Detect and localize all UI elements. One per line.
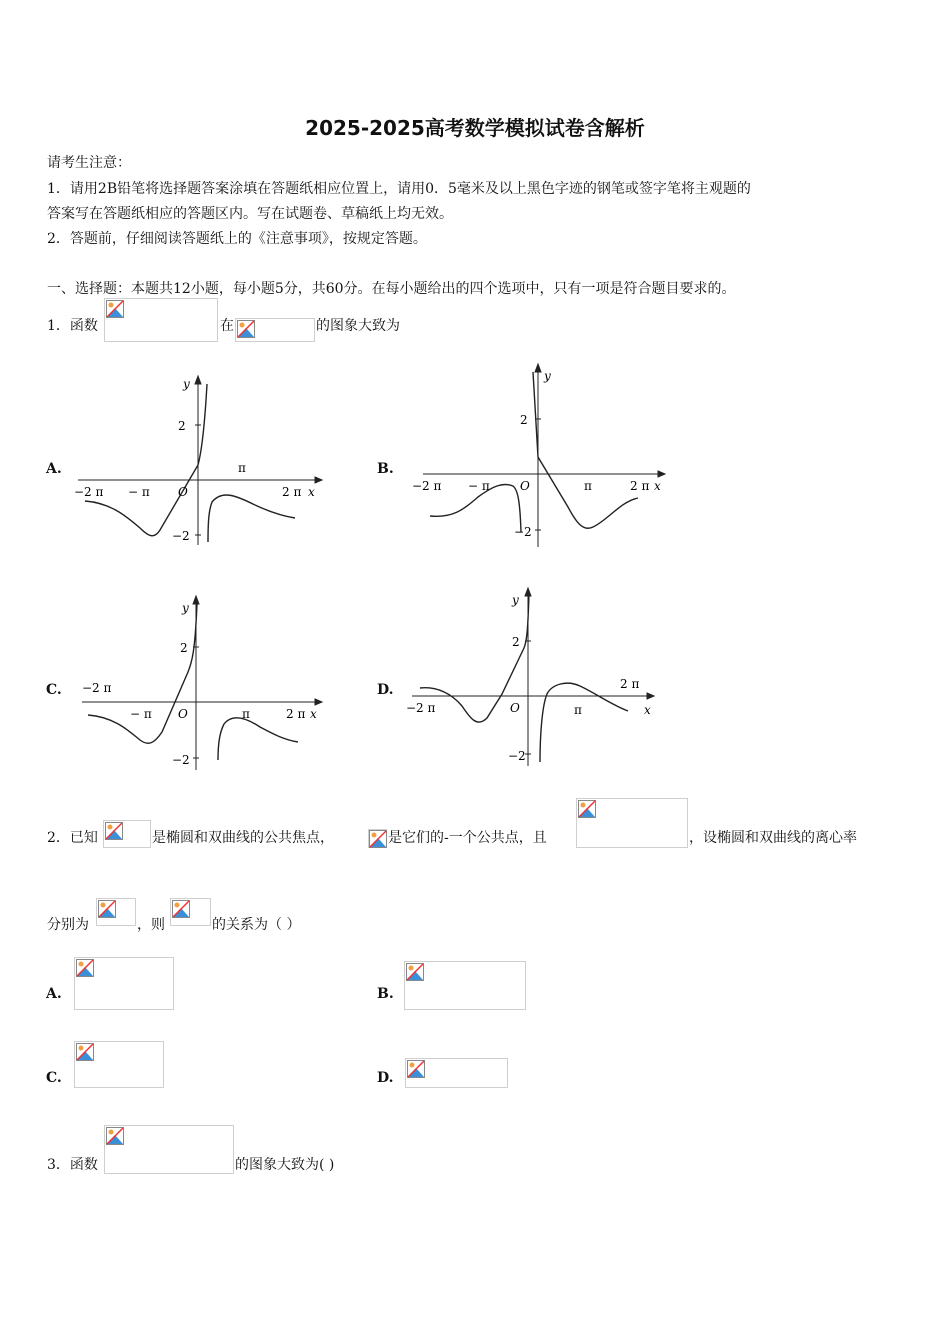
broken-image-icon <box>578 800 596 818</box>
curve-left <box>88 604 197 743</box>
graph-d <box>402 586 667 771</box>
tick-2: 2 <box>512 635 520 649</box>
q2-option-b-image <box>404 961 526 1010</box>
tick-2: 2 <box>178 419 186 433</box>
curve-right <box>218 718 298 760</box>
tick-pi: π <box>584 479 592 493</box>
x-label: x <box>308 485 315 499</box>
q2-point-image <box>368 829 387 848</box>
notice-line-2: 答案写在答题纸相应的答题区内。写在试题卷、草稿纸上均无效。 <box>47 206 453 222</box>
page-title: 2025-2025高考数学模拟试卷含解析 <box>305 116 645 140</box>
tick-neg-pi: − π <box>468 479 490 493</box>
graph-c <box>70 592 335 777</box>
origin-label: O <box>520 479 530 493</box>
tick-2pi: 2 π <box>286 707 306 721</box>
notice-heading: 请考生注意： <box>47 155 131 171</box>
tick-2pi: 2 π <box>282 485 302 499</box>
curve-right <box>540 683 628 762</box>
broken-image-icon <box>406 963 424 981</box>
q2-text-2: 是椭圆和双曲线的公共焦点， <box>152 830 334 846</box>
broken-image-icon <box>407 1060 425 1078</box>
q1-text-start: 1．函数 <box>47 318 98 334</box>
q2-text-7: 的关系为（ ） <box>212 917 301 933</box>
curve-right <box>208 495 295 542</box>
y-label: y <box>544 369 551 383</box>
q2-e2-image <box>170 898 211 926</box>
q2-text-4: ，设椭圆和双曲线的离心率 <box>689 830 857 846</box>
y-label: y <box>182 601 189 615</box>
q1-text-end: 的图象大致为 <box>316 318 400 334</box>
origin-label: O <box>178 707 188 721</box>
q1-formula-image <box>104 298 218 342</box>
y-label: y <box>512 593 519 607</box>
q2-angle-image <box>576 798 688 848</box>
curve-right <box>533 372 638 528</box>
x-label: x <box>644 703 651 717</box>
tick-neg-2pi: −2 π <box>74 485 104 499</box>
tick-neg-2pi: −2 π <box>412 479 442 493</box>
q2-e1-image <box>96 898 136 926</box>
broken-image-icon <box>76 1043 94 1061</box>
q2-option-a-label: A. <box>46 986 62 1002</box>
q1-option-c-label: C. <box>46 682 62 698</box>
tick-neg-2pi: −2 π <box>82 681 112 695</box>
q2-text-1: 2．已知 <box>47 830 98 846</box>
broken-image-icon <box>369 830 387 848</box>
tick-2: 2 <box>520 413 528 427</box>
y-label: y <box>183 377 190 391</box>
q1-option-d-label: D. <box>377 682 394 698</box>
broken-image-icon <box>237 320 255 338</box>
q1-option-b-label: B. <box>377 461 394 477</box>
tick-2pi: 2 π <box>630 479 650 493</box>
tick-neg-pi: − π <box>130 707 152 721</box>
tick-pi: π <box>574 703 582 717</box>
q1-option-a-label: A. <box>46 461 62 477</box>
q1-text-mid: 在 <box>220 318 234 334</box>
origin-label: O <box>178 485 188 499</box>
x-label: x <box>310 707 317 721</box>
graph-a <box>70 370 330 555</box>
q2-option-d-label: D. <box>377 1070 394 1086</box>
broken-image-icon <box>106 1127 124 1145</box>
q2-option-c-label: C. <box>46 1070 62 1086</box>
broken-image-icon <box>172 900 190 918</box>
q2-text-5: 分别为 <box>47 917 89 933</box>
q2-option-b-label: B. <box>377 986 394 1002</box>
q2-option-c-image <box>74 1041 164 1088</box>
tick-neg-2: −2 <box>508 749 526 763</box>
tick-neg-2pi: −2 π <box>406 701 436 715</box>
q2-foci-image <box>103 820 151 848</box>
q3-text-1: 3．函数 <box>47 1157 98 1173</box>
notice-line-3: 2．答题前，仔细阅读答题纸上的《注意事项》，按规定答题。 <box>47 231 427 247</box>
x-label: x <box>654 479 661 493</box>
tick-neg-pi: − π <box>128 485 150 499</box>
section-heading: 一、选择题：本题共12小题，每小题5分，共60分。在每小题给出的四个选项中，只有一项是符合题目要求的。 <box>47 281 736 297</box>
q2-option-d-image <box>405 1058 508 1088</box>
broken-image-icon <box>105 822 123 840</box>
broken-image-icon <box>76 959 94 977</box>
tick-2pi: 2 π <box>620 677 640 691</box>
tick-pi: π <box>242 707 250 721</box>
tick-2: 2 <box>180 641 188 655</box>
tick-pi: π <box>238 461 246 475</box>
origin-label: O <box>510 701 520 715</box>
q3-formula-image <box>104 1125 234 1174</box>
q3-text-2: 的图象大致为( ) <box>235 1157 335 1173</box>
q2-option-a-image <box>74 957 174 1010</box>
q2-text-6: ，则 <box>137 917 165 933</box>
tick-neg-2: −2 <box>172 753 190 767</box>
notice-line-1: 1．请用2B铅笔将选择题答案涂填在答题纸相应位置上，请用0．5毫米及以上黑色字迹的钢笔或签字笔将主观题的 <box>47 181 751 197</box>
broken-image-icon <box>106 300 124 318</box>
tick-neg-2: −2 <box>514 525 532 539</box>
broken-image-icon <box>98 900 116 918</box>
graph-b <box>408 362 673 552</box>
curve-left <box>85 384 207 536</box>
q1-interval-image <box>235 318 315 342</box>
q2-text-3: 是它们的-一个公共点，且 <box>388 830 547 846</box>
tick-neg-2: −2 <box>172 529 190 543</box>
